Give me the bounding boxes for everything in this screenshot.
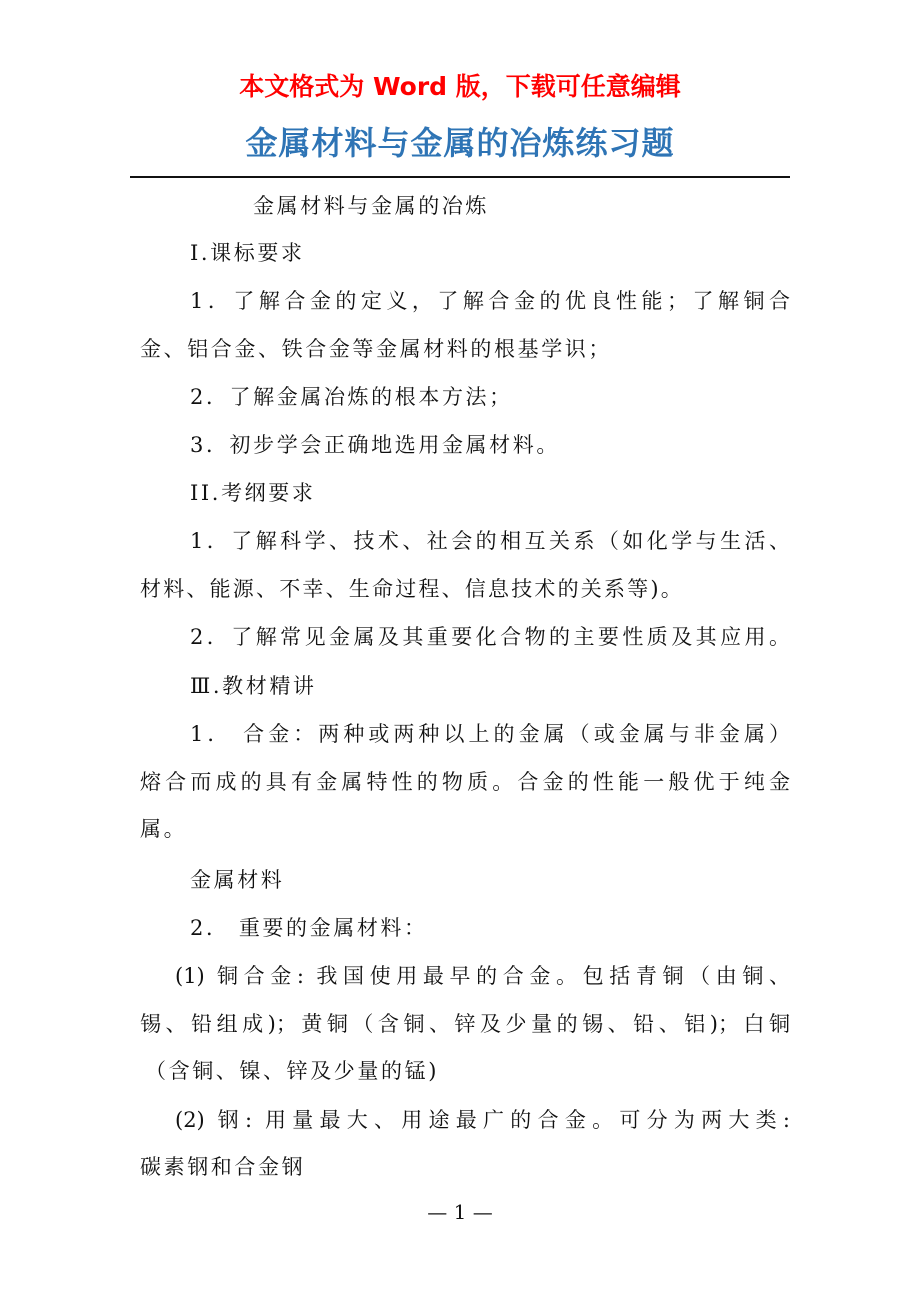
subheading: Ⅲ.教材精讲 — [190, 674, 317, 698]
paragraph-line: 材料、能源、不幸、生命过程、信息技术的关系等)。 — [140, 577, 684, 601]
subheading: 金属材料 — [190, 868, 285, 892]
paragraph-line: 属。 — [140, 817, 188, 841]
paragraph-line: 3．初步学会正确地选用金属材料。 — [190, 433, 560, 457]
paragraph-line: 1．了解合金的定义，了解合金的优良性能；了解铜合 — [190, 289, 790, 313]
subheading: II.考纲要求 — [190, 481, 316, 505]
title-divider — [130, 176, 790, 178]
paragraph-line: （含铜、镍、锌及少量的锰) — [145, 1059, 439, 1083]
paragraph-line: 碳素钢和合金钢 — [140, 1155, 306, 1179]
paragraph-line: 金、铝合金、铁合金等金属材料的根基学识； — [140, 337, 612, 361]
paragraph-line: 2．了解金属冶炼的根本方法； — [190, 385, 513, 409]
paragraph-line: 2．了解常见金属及其重要化合物的主要性质及其应用。 — [190, 625, 790, 649]
format-notice-banner: 本文格式为 Word 版，下载可任意编辑 — [239, 72, 681, 101]
paragraph-line: (2) 钢: 用量最大、用途最广的合金。可分为两大类: — [175, 1108, 790, 1132]
paragraph-line: 1． 合金：两种或两种以上的金属（或金属与非金属） — [190, 722, 790, 746]
paragraph-line: 1．了解科学、技术、社会的相互关系（如化学与生活、 — [190, 529, 790, 553]
document-title: 金属材料与金属的冶炼练习题 — [245, 124, 675, 162]
page-number: — 1 — — [427, 1200, 493, 1224]
paragraph-line: 熔合而成的具有金属特性的物质。合金的性能一般优于纯金 — [140, 770, 790, 794]
section-heading: 金属材料与金属的冶炼 — [253, 194, 489, 218]
paragraph-line: (1) 铜合金: 我国使用最早的合金。包括青铜（由铜、 — [175, 964, 790, 988]
paragraph-line: 锡、铅组成)；黄铜（含铜、锌及少量的锡、铅、铝)；白铜 — [140, 1012, 790, 1036]
paragraph-line: 2． 重要的金属材料： — [190, 916, 428, 940]
subheading: I.课标要求 — [190, 241, 305, 265]
